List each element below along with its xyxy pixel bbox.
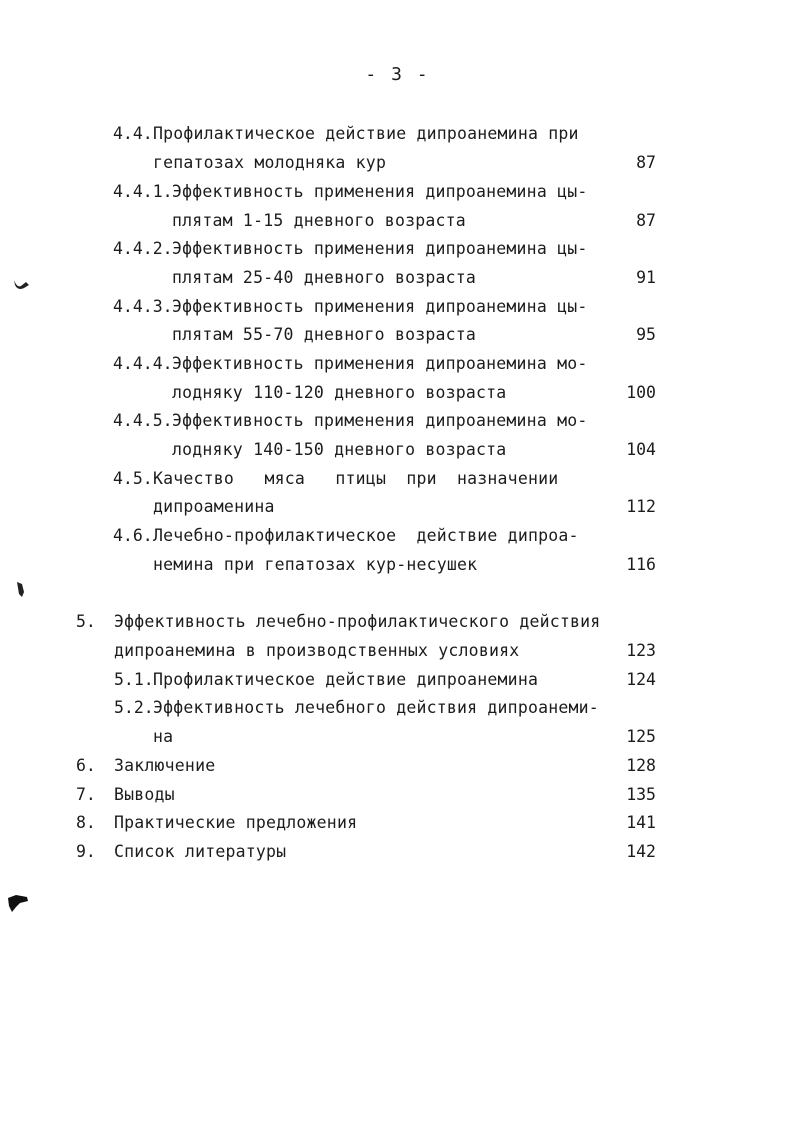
toc-entry-page: 91 xyxy=(636,268,656,287)
toc-entry-number: 7. xyxy=(76,785,96,804)
toc-entry-title: Эффективность применения дипроанемина мо- xyxy=(172,354,588,373)
toc-entry-number: 9. xyxy=(76,842,96,861)
toc-entry-page: 123 xyxy=(626,641,656,660)
toc-entry-number: 8. xyxy=(76,813,96,832)
toc-entry-page: 95 xyxy=(636,325,656,344)
toc-entry-title-cont: дипроанемина в производственных условиях xyxy=(114,641,520,660)
page-number: - 3 - xyxy=(365,64,430,85)
toc-entry-title-cont: плятам 25-40 дневного возраста xyxy=(172,268,477,287)
toc-entry-title: Выводы xyxy=(114,785,175,804)
toc-entry-page: 87 xyxy=(636,153,656,172)
toc-entry-title: Лечебно-профилактическое действие дипроа- xyxy=(153,526,579,545)
toc-entry-title: Профилактическое действие дипроанемина при xyxy=(153,124,579,143)
toc-entry-number: 4.5. xyxy=(113,469,153,488)
toc-entry-title: Эффективность лечебного действия дипроанеми- xyxy=(153,698,599,717)
toc-entry-title: Эффективность применения дипроанемина цы- xyxy=(172,297,588,316)
toc-entry-title-cont: плятам 1-15 дневного возраста xyxy=(172,211,466,230)
toc-entry-number: 4.4. xyxy=(113,124,153,143)
toc-entry-page: 125 xyxy=(626,727,656,746)
toc-entry-title-cont: дипроаменина xyxy=(153,497,275,516)
toc-entry-title: Качество мяса птицы при назначении xyxy=(153,469,559,488)
toc-entry-title-cont: плятам 55-70 дневного возраста xyxy=(172,325,477,344)
toc-entry-title: Практические предложения xyxy=(114,813,358,832)
toc-entry-number: 4.4.3. xyxy=(113,297,173,316)
toc-entry-page: 100 xyxy=(626,383,656,402)
toc-entry-number: 4.4.4. xyxy=(113,354,173,373)
toc-entry-page: 142 xyxy=(626,842,656,861)
toc-entry-page: 104 xyxy=(626,440,656,459)
toc-entry-title: Эффективность лечебно-профилактического действия xyxy=(114,612,601,631)
toc-entry-title-cont: немина при гепатозах кур-несушек xyxy=(153,555,478,574)
scan-speck xyxy=(12,276,32,292)
toc-entry-title-cont: гепатозах молодняка кур xyxy=(153,153,387,172)
toc-entry-number: 4.6. xyxy=(113,526,153,545)
toc-entry-page: 112 xyxy=(626,497,656,516)
toc-entry-number: 5. xyxy=(76,612,96,631)
toc-entry-number: 5.1. xyxy=(114,670,154,689)
toc-entry-page: 141 xyxy=(626,813,656,832)
toc-entry-number: 4.4.2. xyxy=(113,239,173,258)
toc-entry-title: Профилактическое действие дипроанемина xyxy=(153,670,539,689)
toc-entry-number: 6. xyxy=(76,756,96,775)
toc-entry-title-cont: на xyxy=(153,727,174,746)
toc-entry-title: Эффективность применения дипроанемина мо- xyxy=(172,411,588,430)
scan-speck xyxy=(14,580,28,600)
scan-speck xyxy=(6,892,30,914)
toc-entry-page: 87 xyxy=(636,211,656,230)
toc-entry-page: 124 xyxy=(626,670,656,689)
toc-entry-page: 135 xyxy=(626,785,656,804)
toc-entry-page: 116 xyxy=(626,555,656,574)
toc-entry-page: 128 xyxy=(626,756,656,775)
toc-entry-title-cont: лодняку 140-150 дневного возраста xyxy=(172,440,507,459)
toc-entry-title: Список литературы xyxy=(114,842,287,861)
toc-entry-number: 4.4.1. xyxy=(113,182,173,201)
toc-entry-title: Заключение xyxy=(114,756,216,775)
toc-entry-title: Эффективность применения дипроанемина цы- xyxy=(172,182,588,201)
toc-entry-number: 4.4.5. xyxy=(113,411,173,430)
toc-entry-title: Эффективность применения дипроанемина цы- xyxy=(172,239,588,258)
toc-entry-title-cont: лодняку 110-120 дневного возраста xyxy=(172,383,507,402)
toc-entry-number: 5.2. xyxy=(114,698,154,717)
